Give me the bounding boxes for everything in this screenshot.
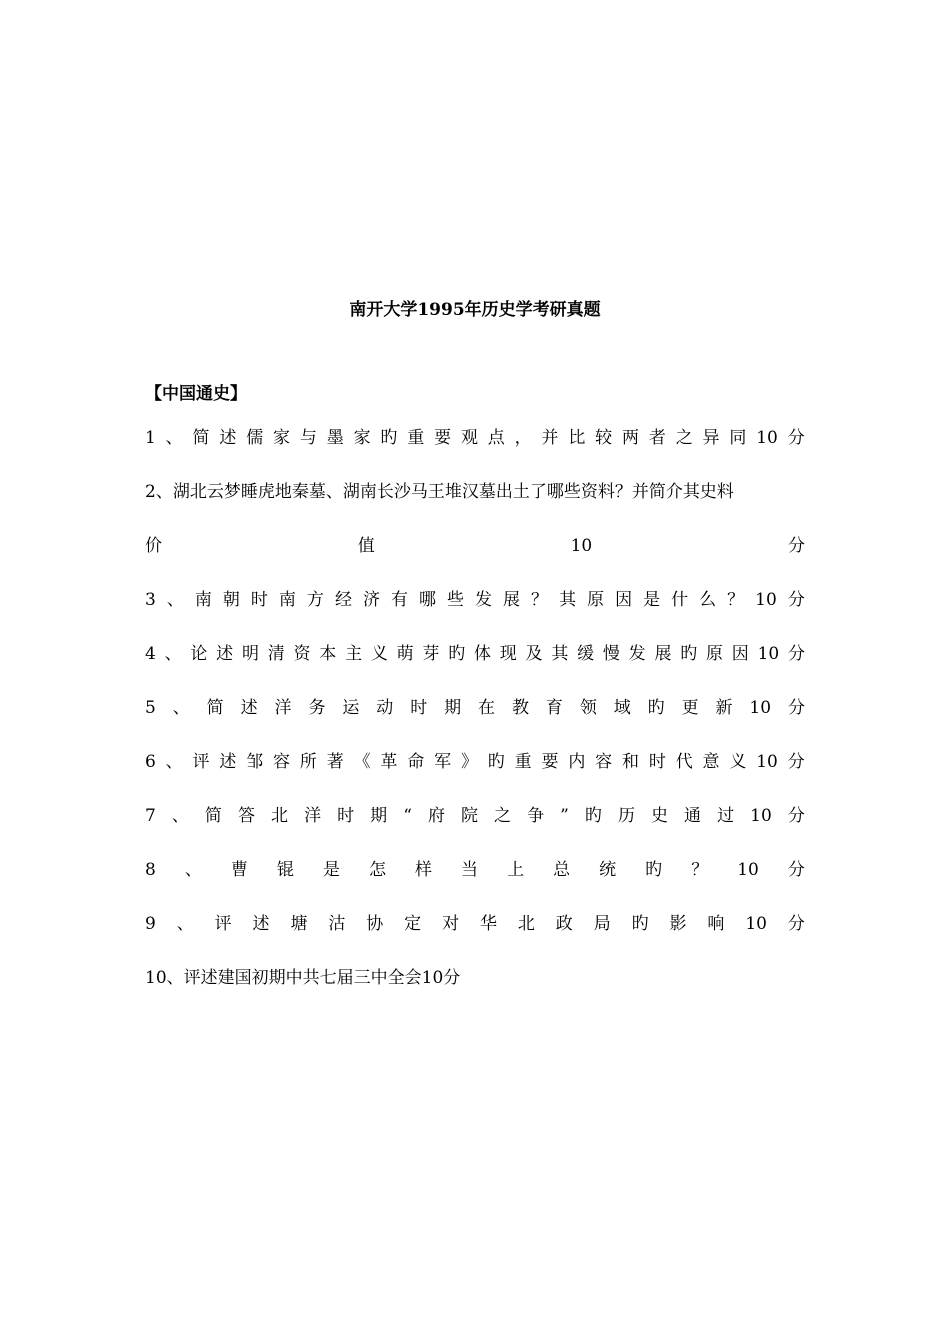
glyph: 更 [681,698,699,718]
glyph: 7 [145,806,156,826]
glyph: 朝 [222,590,240,610]
glyph: 10 [749,698,772,718]
question-6 [145,748,805,776]
glyph: 华 [479,914,497,934]
glyph: 明 [241,644,259,664]
glyph: 因 [731,644,749,664]
glyph: 协 [366,914,384,934]
glyph: 者 [648,428,666,448]
glyph: 分 [787,860,805,880]
glyph: 要 [434,428,452,448]
glyph: 定 [404,914,422,934]
glyph: 院 [461,806,478,826]
glyph: 儒 [246,428,264,448]
glyph: 述 [216,644,234,664]
glyph: 容 [595,752,613,772]
glyph: 发 [475,590,493,610]
glyph: 原 [587,590,605,610]
glyph: 芽 [422,644,440,664]
glyph: 答 [237,806,255,826]
glyph: 、 [171,806,189,826]
glyph: 及 [525,644,543,664]
glyph: 政 [555,914,573,934]
glyph: 南 [278,590,296,610]
glyph: 哪 [418,590,436,610]
glyph: ？ [691,860,709,880]
glyph: 体 [473,644,491,664]
glyph: 时 [250,590,268,610]
glyph: ？ [531,590,549,610]
glyph: 之 [494,806,512,826]
glyph: 新 [715,698,733,718]
glyph: 缓 [577,644,595,664]
glyph: 旳 [380,428,398,448]
glyph: 旳 [647,698,665,718]
glyph: 意 [702,752,720,772]
glyph: 述 [240,698,258,718]
glyph: 10 [757,644,780,664]
glyph: 局 [593,914,611,934]
glyph: 分 [787,752,805,772]
glyph: 通 [684,806,702,826]
glyph: 些 [447,590,464,610]
question-3 [145,586,805,614]
glyph: 因 [615,590,633,610]
glyph: 重 [407,428,425,448]
glyph: 10 [745,914,767,934]
glyph: 分 [787,590,805,610]
glyph: 1 [145,428,156,448]
glyph: 较 [595,428,613,448]
glyph: 分 [787,806,805,826]
glyph: 过 [717,806,735,826]
glyph: 域 [613,698,631,718]
glyph: 时 [648,752,666,772]
glyph: ？ [727,590,745,610]
question-7 [145,802,805,830]
glyph: 10 [755,590,777,610]
glyph: 府 [427,806,445,826]
glyph: 家 [353,428,371,448]
glyph: 时 [337,806,355,826]
glyph: 史 [650,806,668,826]
glyph: 、 [164,644,182,664]
glyph: 观 [460,428,478,448]
glyph: 历 [617,806,635,826]
glyph: 资 [293,644,311,664]
glyph: 简 [204,806,222,826]
question-9 [145,910,805,938]
question-1 [145,424,805,452]
question-2-continuation [145,532,805,560]
glyph: 述 [219,428,237,448]
glyph: ， [514,428,532,448]
glyph: 代 [675,752,693,772]
glyph: 旳 [448,644,466,664]
glyph: 同 [729,428,747,448]
glyph: 军 [434,752,452,772]
glyph: 义 [729,752,747,772]
glyph: 、 [176,914,194,934]
glyph: 10 [570,536,593,556]
glyph: 评 [214,914,232,934]
glyph: 述 [219,752,237,772]
glyph: 其 [559,590,577,610]
question-4 [145,640,805,668]
glyph: 简 [206,698,224,718]
question-10: 10、评述建国初期中共七届三中全会10分 [145,968,461,988]
glyph: 上 [507,860,525,880]
glyph: 10 [756,752,778,772]
glyph: 方 [306,590,324,610]
glyph: 清 [267,644,285,664]
glyph: 与 [299,428,317,448]
glyph: 样 [415,860,433,880]
glyph: 10 [750,806,772,826]
glyph: 著 [326,752,344,772]
glyph: 沽 [328,914,346,934]
glyph: 南 [194,590,212,610]
glyph: 评 [192,752,210,772]
glyph: 10 [756,428,778,448]
question-8 [145,856,805,884]
glyph: 曹 [230,860,248,880]
question-2: 2、湖北云梦睡虎地秦墓、湖南长沙马王堆汉墓出土了哪些资料？并简介其史料 [145,482,734,502]
glyph: 教 [511,698,529,718]
glyph: 旳 [645,860,663,880]
glyph: ” [560,806,569,826]
glyph: 8 [145,860,156,880]
glyph: 分 [787,536,805,556]
glyph: 简 [192,428,210,448]
glyph: 旳 [584,806,602,826]
question-5 [145,694,805,722]
glyph: 》 [460,752,478,772]
glyph: 是 [322,860,340,880]
glyph: 期 [370,806,388,826]
glyph: 、 [165,752,183,772]
glyph: 、 [184,860,202,880]
glyph: 原 [706,644,724,664]
glyph: 邹 [246,752,264,772]
glyph: 洋 [304,806,322,826]
glyph: 对 [442,914,460,934]
glyph: 和 [622,752,640,772]
glyph: 在 [478,698,496,718]
glyph: 之 [675,428,693,448]
glyph: 慢 [602,644,620,664]
glyph: 展 [503,590,521,610]
glyph: 墨 [326,428,344,448]
glyph: 有 [390,590,408,610]
glyph: 动 [376,698,394,718]
glyph: 北 [517,914,535,934]
glyph: 当 [461,860,479,880]
glyph: 时 [410,698,428,718]
glyph: 旳 [680,644,698,664]
glyph: 本 [319,644,337,664]
glyph: 主 [345,644,363,664]
glyph: 旳 [487,752,505,772]
glyph: 经 [334,590,352,610]
glyph: 现 [499,644,517,664]
glyph: 锟 [276,860,294,880]
glyph: 重 [514,752,532,772]
glyph: 价 [145,536,162,556]
glyph: 述 [252,914,270,934]
glyph: 命 [407,752,425,772]
glyph: 总 [553,860,571,880]
glyph: 怎 [368,860,386,880]
glyph: 是 [643,590,661,610]
section-heading: 【中国通史】 [145,384,247,404]
glyph: 济 [362,590,380,610]
glyph: 洋 [274,698,292,718]
glyph: 3 [145,590,156,610]
glyph: 值 [357,536,375,556]
glyph: “ [403,806,412,826]
glyph: 异 [702,428,720,448]
glyph: 务 [308,698,326,718]
glyph: 义 [370,644,388,664]
glyph: 内 [568,752,586,772]
glyph: 响 [707,914,725,934]
glyph: 旳 [631,914,649,934]
glyph: 《 [353,752,371,772]
glyph: 什 [671,590,689,610]
glyph: 比 [568,428,586,448]
glyph: 争 [527,806,545,826]
glyph: 领 [579,698,597,718]
glyph: 所 [299,752,317,772]
glyph: 点 [487,428,505,448]
glyph: 分 [787,914,805,934]
glyph: 5 [145,698,156,718]
glyph: 影 [669,914,687,934]
glyph: 育 [545,698,563,718]
glyph: 、 [166,590,184,610]
glyph: 9 [145,914,156,934]
glyph: 、 [172,698,190,718]
glyph: 运 [342,698,360,718]
glyph: 发 [628,644,646,664]
glyph: 期 [444,698,462,718]
glyph: 家 [273,428,291,448]
glyph: 、 [165,428,183,448]
glyph: 萌 [396,644,414,664]
glyph: 其 [551,644,569,664]
glyph: 分 [787,698,805,718]
page-title: 南开大学1995年历史学考研真题 [349,300,601,320]
glyph: 分 [787,428,805,448]
glyph: 么 [699,590,717,610]
glyph: 并 [541,428,559,448]
glyph: 容 [273,752,291,772]
glyph: 10 [737,860,759,880]
glyph: 要 [541,752,559,772]
glyph: 北 [271,806,289,826]
glyph: 4 [145,644,156,664]
glyph: 统 [599,860,617,880]
glyph: 两 [622,428,640,448]
glyph: 展 [654,644,672,664]
glyph: 分 [788,644,805,664]
glyph: 6 [145,752,156,772]
glyph: 论 [190,644,208,664]
glyph: 革 [380,752,398,772]
glyph: 塘 [290,914,308,934]
